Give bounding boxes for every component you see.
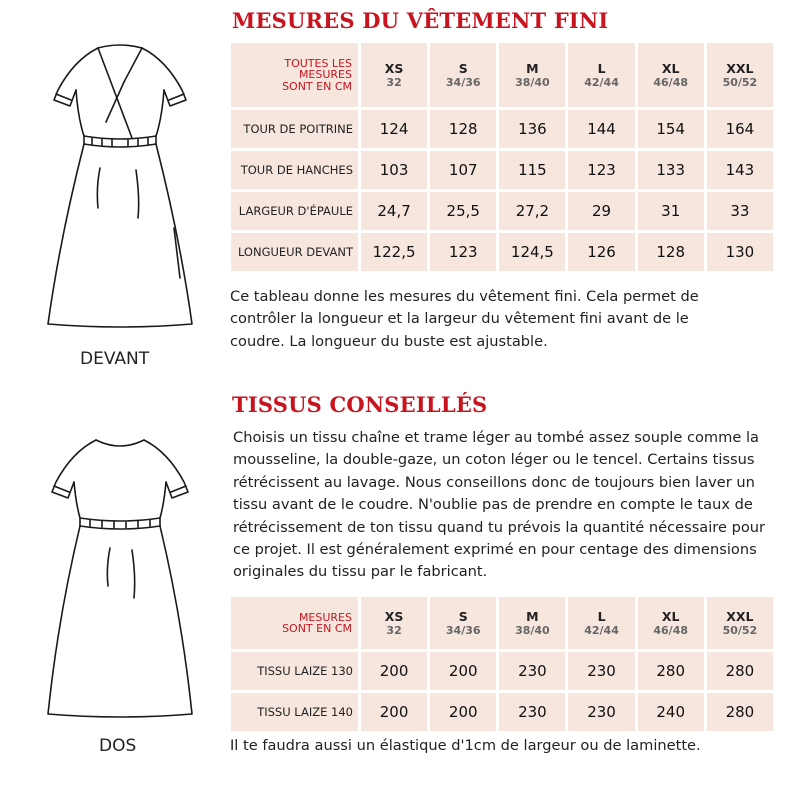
size-name: L [597, 609, 606, 624]
size-name: XXL [726, 61, 754, 76]
size-name: XXL [726, 609, 754, 624]
table-cell: 200 [430, 693, 496, 731]
table-row [231, 693, 773, 731]
table-cell: 128 [430, 110, 496, 148]
size-name: XL [661, 609, 680, 624]
table-cell: 130 [707, 233, 773, 271]
row-label: TOUR DE HANCHES [231, 151, 358, 189]
size-header-l [568, 43, 634, 107]
table-cell: 33 [707, 192, 773, 230]
size-name: XS [384, 61, 404, 76]
size-number: 50/52 [722, 624, 758, 637]
size-header-xs [361, 43, 427, 107]
size-header-s [430, 597, 496, 649]
size-number: 32 [386, 76, 402, 89]
table-cell: 240 [638, 693, 704, 731]
size-header-m [499, 597, 565, 649]
table-cell: 128 [638, 233, 704, 271]
table-cell: 230 [568, 652, 634, 690]
back-neckline [96, 440, 144, 446]
table-cell: 29 [568, 192, 634, 230]
table-cell: 107 [430, 151, 496, 189]
measurements-corner-label: TOUTES LES MESURES SONT EN CM [231, 43, 358, 107]
size-name: M [526, 61, 539, 76]
row-label: TOUR DE POITRINE [231, 110, 358, 148]
table-cell: 200 [361, 693, 427, 731]
size-name: XL [661, 61, 680, 76]
table-cell: 122,5 [361, 233, 427, 271]
size-name: XS [384, 609, 404, 624]
table-cell: 123 [568, 151, 634, 189]
table-cell: 115 [499, 151, 565, 189]
table-header-row [231, 43, 773, 107]
table-cell: 24,7 [361, 192, 427, 230]
size-header-l [568, 597, 634, 649]
table-cell: 280 [707, 693, 773, 731]
size-header-xs [361, 597, 427, 649]
size-number: 38/40 [515, 76, 550, 89]
fabrics-corner-label: MESURES SONT EN CM [231, 597, 358, 649]
row-label: TISSU LAIZE 140 [231, 693, 358, 731]
size-number: 34/36 [445, 624, 481, 637]
table-cell: 143 [707, 151, 773, 189]
size-name: S [458, 609, 468, 624]
size-header-xxl [707, 43, 773, 107]
table-cell: 25,5 [430, 192, 496, 230]
size-header-s [430, 43, 496, 107]
back-label: DOS [99, 736, 137, 756]
table-cell: 164 [707, 110, 773, 148]
table-cell: 230 [499, 693, 565, 731]
table-cell: 31 [638, 192, 704, 230]
size-number: 38/40 [515, 624, 550, 637]
measurements-title: MESURES DU VÊTEMENT FINI [232, 8, 609, 33]
front-waistband [84, 136, 156, 139]
size-header-xxl [707, 597, 773, 649]
row-label: LARGEUR D'ÉPAULE [231, 192, 358, 230]
front-wrap-left [98, 48, 132, 138]
dress-front-illustration [40, 38, 200, 338]
table-cell: 103 [361, 151, 427, 189]
size-number: 46/48 [653, 624, 689, 637]
table-cell: 136 [499, 110, 565, 148]
size-header-xl [638, 43, 704, 107]
table-row [231, 192, 773, 230]
fabrics-description: Choisis un tissu chaîne et trame léger au tombé assez souple comme la mousseline, la double-gaze, un coton léger ou le tencel. Certains tissus rétrécissent au lavage. Nous conseillons donc de toujours bien laver un tissu avant de le coudre. N'oublie pas de prendre en compte le taux de rétrécissement de ton tissu quand tu prévois la quantité nécessaire pour ce projet. Il est généralement exprimé en pour centage des dimensions originales du tissu par le fabricant. [233, 429, 766, 581]
table-row [231, 233, 773, 271]
table-cell: 123 [430, 233, 496, 271]
size-name: S [458, 61, 468, 76]
table-cell: 230 [568, 693, 634, 731]
table-cell: 200 [361, 652, 427, 690]
measurements-description: Ce tableau donne les mesures du vêtement fini. Cela permet de contrôler la longueur et la largeur du vêtement fini avant de le coudre. La longueur du buste est ajustable. [230, 288, 699, 350]
table-cell: 124,5 [499, 233, 565, 271]
table-cell: 27,2 [499, 192, 565, 230]
fabrics-title: TISSUS CONSEILLÉS [232, 392, 488, 417]
size-number: 34/36 [445, 76, 481, 89]
table-cell: 133 [638, 151, 704, 189]
size-name: L [597, 61, 606, 76]
table-cell: 200 [430, 652, 496, 690]
front-skirt [48, 144, 192, 327]
size-number: 46/48 [653, 76, 689, 89]
table-cell: 230 [499, 652, 565, 690]
size-number: 42/44 [584, 624, 619, 637]
table-cell: 154 [638, 110, 704, 148]
table-header-row [231, 597, 773, 649]
table-cell: 126 [568, 233, 634, 271]
dress-back-illustration [40, 428, 200, 728]
table-row [231, 110, 773, 148]
table-row [231, 652, 773, 690]
table-row [231, 151, 773, 189]
front-label: DEVANT [80, 349, 150, 369]
row-label: LONGUEUR DEVANT [231, 233, 358, 271]
table-cell: 124 [361, 110, 427, 148]
size-number: 32 [386, 624, 402, 637]
size-number: 50/52 [722, 76, 758, 89]
fabrics-table [228, 594, 776, 734]
size-name: M [526, 609, 539, 624]
table-cell: 280 [638, 652, 704, 690]
size-header-xl [638, 597, 704, 649]
size-header-m [499, 43, 565, 107]
back-skirt [48, 526, 192, 717]
front-neckline [98, 45, 142, 48]
size-number: 42/44 [584, 76, 619, 89]
table-cell: 144 [568, 110, 634, 148]
table-cell: 280 [707, 652, 773, 690]
measurements-table [228, 40, 776, 274]
row-label: TISSU LAIZE 130 [231, 652, 358, 690]
fabrics-footnote: Il te faudra aussi un élastique d'1cm de largeur ou de laminette. [230, 737, 701, 754]
back-waistband [80, 518, 160, 521]
